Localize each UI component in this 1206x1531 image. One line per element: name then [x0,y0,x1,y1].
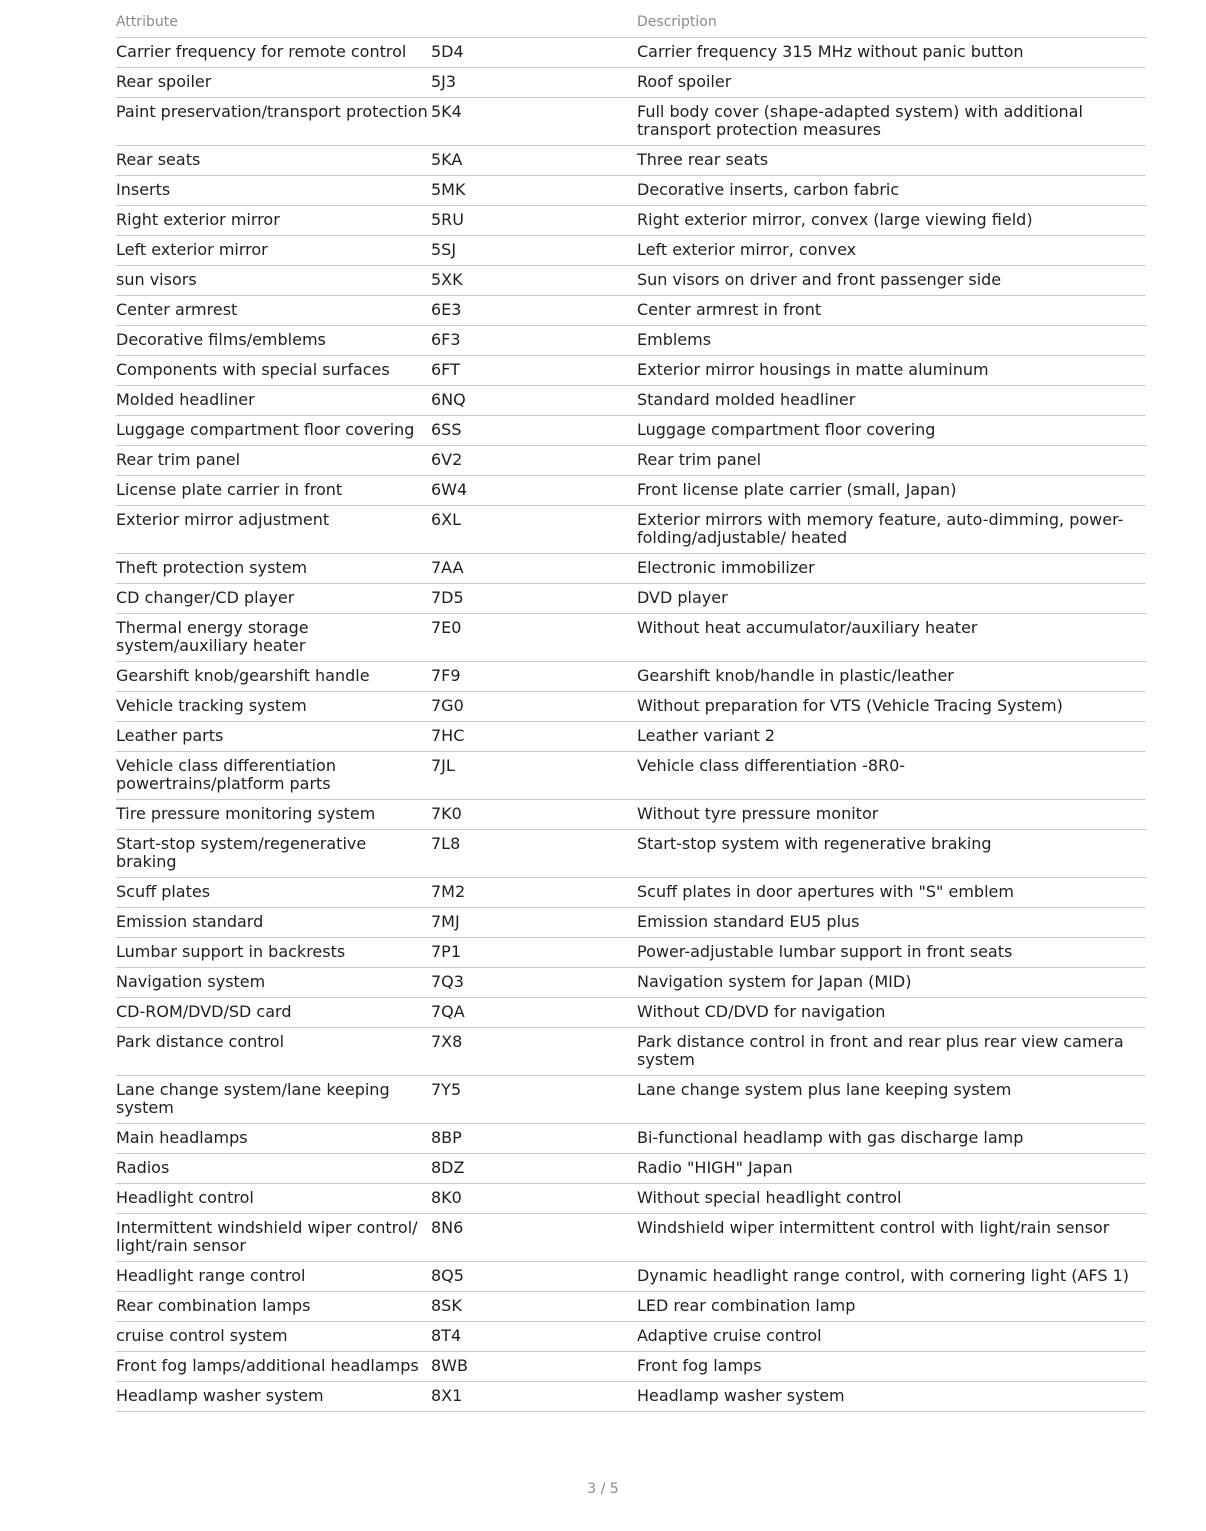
attribute-cell: Tire pressure monitoring system [116,800,431,830]
attribute-cell: Lumbar support in backrests [116,938,431,968]
attribute-cell: cruise control system [116,1322,431,1352]
attribute-cell: Rear combination lamps [116,1292,431,1322]
table-row [116,830,1146,878]
table-row [116,296,1146,326]
table-row [116,938,1146,968]
code-cell: 5XK [431,266,637,296]
attribute-cell: Components with special surfaces [116,356,431,386]
table-row [116,266,1146,296]
description-cell: Sun visors on driver and front passenger side [637,266,1146,296]
code-cell: 6SS [431,416,637,446]
code-cell: 7Q3 [431,968,637,998]
code-cell: 8DZ [431,1154,637,1184]
code-cell: 8T4 [431,1322,637,1352]
code-cell: 8WB [431,1352,637,1382]
description-cell: LED rear combination lamp [637,1292,1146,1322]
code-cell: 5D4 [431,38,637,68]
code-cell: 7QA [431,998,637,1028]
table-row [116,998,1146,1028]
attribute-cell: Vehicle tracking system [116,692,431,722]
table-row [116,722,1146,752]
attribute-cell: Start-stop system/regenerative braking [116,830,431,878]
description-cell: Rear trim panel [637,446,1146,476]
code-cell: 7X8 [431,1028,637,1076]
attribute-cell: Paint preservation/transport protection [116,98,431,146]
code-cell: 6V2 [431,446,637,476]
table-row [116,506,1146,554]
description-cell: Left exterior mirror, convex [637,236,1146,266]
description-cell: Headlamp washer system [637,1382,1146,1412]
description-cell: Three rear seats [637,146,1146,176]
description-cell: Exterior mirror housings in matte aluminum [637,356,1146,386]
code-cell: 5J3 [431,68,637,98]
attribute-cell: Main headlamps [116,1124,431,1154]
attribute-cell: Vehicle class differentiation powertrains/platform parts [116,752,431,800]
table-row [116,692,1146,722]
table-row [116,356,1146,386]
description-cell: Scuff plates in door apertures with "S" emblem [637,878,1146,908]
description-cell: Without tyre pressure monitor [637,800,1146,830]
description-cell: Luggage compartment floor covering [637,416,1146,446]
table-row [116,1352,1146,1382]
attribute-cell: Leather parts [116,722,431,752]
description-cell: Windshield wiper intermittent control with light/rain sensor [637,1214,1146,1262]
attribute-cell: Theft protection system [116,554,431,584]
code-cell: 6W4 [431,476,637,506]
table-body [116,38,1146,1412]
attribute-cell: Park distance control [116,1028,431,1076]
table-row [116,38,1146,68]
code-cell: 6FT [431,356,637,386]
code-cell: 5RU [431,206,637,236]
description-cell: Emblems [637,326,1146,356]
code-cell: 7L8 [431,830,637,878]
description-column-header: Description [637,8,1146,38]
attribute-cell: Rear seats [116,146,431,176]
table-row [116,1124,1146,1154]
table-row [116,176,1146,206]
code-cell: 5MK [431,176,637,206]
code-cell: 8SK [431,1292,637,1322]
code-cell: 7Y5 [431,1076,637,1124]
table-row [116,1214,1146,1262]
attribute-cell: Rear spoiler [116,68,431,98]
description-cell: Without special headlight control [637,1184,1146,1214]
attribute-cell: Front fog lamps/additional headlamps [116,1352,431,1382]
table-row [116,878,1146,908]
attribute-cell: Headlight control [116,1184,431,1214]
code-cell: 7M2 [431,878,637,908]
attribute-cell: Molded headliner [116,386,431,416]
code-cell: 5SJ [431,236,637,266]
description-cell: Decorative inserts, carbon fabric [637,176,1146,206]
attribute-cell: Lane change system/lane keeping system [116,1076,431,1124]
table-header-row [116,8,1146,38]
description-cell: Front license plate carrier (small, Japan) [637,476,1146,506]
attribute-cell: Decorative films/emblems [116,326,431,356]
code-cell: 7P1 [431,938,637,968]
description-cell: Without preparation for VTS (Vehicle Tracing System) [637,692,1146,722]
table-row [116,614,1146,662]
description-cell: Lane change system plus lane keeping system [637,1076,1146,1124]
description-cell: Full body cover (shape-adapted system) with additional transport protection measures [637,98,1146,146]
description-cell: Center armrest in front [637,296,1146,326]
table-row [116,1184,1146,1214]
table-row [116,1322,1146,1352]
description-cell: Adaptive cruise control [637,1322,1146,1352]
code-cell: 7AA [431,554,637,584]
attribute-cell: Carrier frequency for remote control [116,38,431,68]
table-row [116,236,1146,266]
attribute-cell: Scuff plates [116,878,431,908]
description-cell: Electronic immobilizer [637,554,1146,584]
code-cell: 8K0 [431,1184,637,1214]
description-cell: Navigation system for Japan (MID) [637,968,1146,998]
code-cell: 7G0 [431,692,637,722]
equipment-table [116,8,1146,1412]
table-row [116,800,1146,830]
attribute-cell: Headlight range control [116,1262,431,1292]
description-cell: Dynamic headlight range control, with cornering light (AFS 1) [637,1262,1146,1292]
code-cell: 5K4 [431,98,637,146]
code-cell: 7JL [431,752,637,800]
code-cell: 8BP [431,1124,637,1154]
table-row [116,68,1146,98]
code-cell: 7D5 [431,584,637,614]
page-indicator: 3 / 5 [587,1481,619,1497]
attribute-cell: Left exterior mirror [116,236,431,266]
table-row [116,146,1146,176]
table-row [116,1382,1146,1412]
attribute-cell: Headlamp washer system [116,1382,431,1412]
code-cell: 8Q5 [431,1262,637,1292]
description-cell: Start-stop system with regenerative braking [637,830,1146,878]
attribute-cell: Rear trim panel [116,446,431,476]
description-cell: Bi-functional headlamp with gas discharge lamp [637,1124,1146,1154]
attribute-cell: CD changer/CD player [116,584,431,614]
description-cell: Emission standard EU5 plus [637,908,1146,938]
attribute-cell: Exterior mirror adjustment [116,506,431,554]
attribute-column-header: Attribute [116,8,431,38]
description-cell: Radio "HIGH" Japan [637,1154,1146,1184]
description-cell: Right exterior mirror, convex (large viewing field) [637,206,1146,236]
attribute-cell: Center armrest [116,296,431,326]
table-row [116,386,1146,416]
attribute-cell: Emission standard [116,908,431,938]
code-cell: 8N6 [431,1214,637,1262]
table-row [116,416,1146,446]
table-row [116,446,1146,476]
description-cell: Leather variant 2 [637,722,1146,752]
attribute-cell: License plate carrier in front [116,476,431,506]
table-row [116,1076,1146,1124]
attribute-cell: Right exterior mirror [116,206,431,236]
description-cell: Carrier frequency 315 MHz without panic button [637,38,1146,68]
code-cell: 7F9 [431,662,637,692]
description-cell: DVD player [637,584,1146,614]
spec-sheet-page [116,8,1146,1412]
code-cell: 7MJ [431,908,637,938]
attribute-cell: Luggage compartment floor covering [116,416,431,446]
description-cell: Vehicle class differentiation -8R0- [637,752,1146,800]
table-row [116,1292,1146,1322]
table-row [116,98,1146,146]
code-column-header [431,8,637,38]
table-row [116,584,1146,614]
description-cell: Park distance control in front and rear plus rear view camera system [637,1028,1146,1076]
table-row [116,1028,1146,1076]
code-cell: 7E0 [431,614,637,662]
attribute-cell: Thermal energy storage system/auxiliary heater [116,614,431,662]
table-row [116,476,1146,506]
description-cell: Roof spoiler [637,68,1146,98]
table-row [116,1154,1146,1184]
table-row [116,1262,1146,1292]
attribute-cell: sun visors [116,266,431,296]
attribute-cell: Radios [116,1154,431,1184]
code-cell: 6F3 [431,326,637,356]
description-cell: Standard molded headliner [637,386,1146,416]
description-cell: Without CD/DVD for navigation [637,998,1146,1028]
table-row [116,662,1146,692]
description-cell: Without heat accumulator/auxiliary heater [637,614,1146,662]
attribute-cell: Gearshift knob/gearshift handle [116,662,431,692]
attribute-cell: Navigation system [116,968,431,998]
table-row [116,326,1146,356]
description-cell: Gearshift knob/handle in plastic/leather [637,662,1146,692]
code-cell: 7HC [431,722,637,752]
table-row [116,206,1146,236]
code-cell: 6NQ [431,386,637,416]
attribute-cell: CD-ROM/DVD/SD card [116,998,431,1028]
description-cell: Exterior mirrors with memory feature, auto-dimming, power-folding/adjustable/ heated [637,506,1146,554]
description-cell: Front fog lamps [637,1352,1146,1382]
table-row [116,554,1146,584]
code-cell: 6E3 [431,296,637,326]
code-cell: 5KA [431,146,637,176]
attribute-cell: Inserts [116,176,431,206]
table-row [116,968,1146,998]
code-cell: 8X1 [431,1382,637,1412]
code-cell: 7K0 [431,800,637,830]
table-row [116,908,1146,938]
table-row [116,752,1146,800]
attribute-cell: Intermittent windshield wiper control/ light/rain sensor [116,1214,431,1262]
code-cell: 6XL [431,506,637,554]
description-cell: Power-adjustable lumbar support in front seats [637,938,1146,968]
